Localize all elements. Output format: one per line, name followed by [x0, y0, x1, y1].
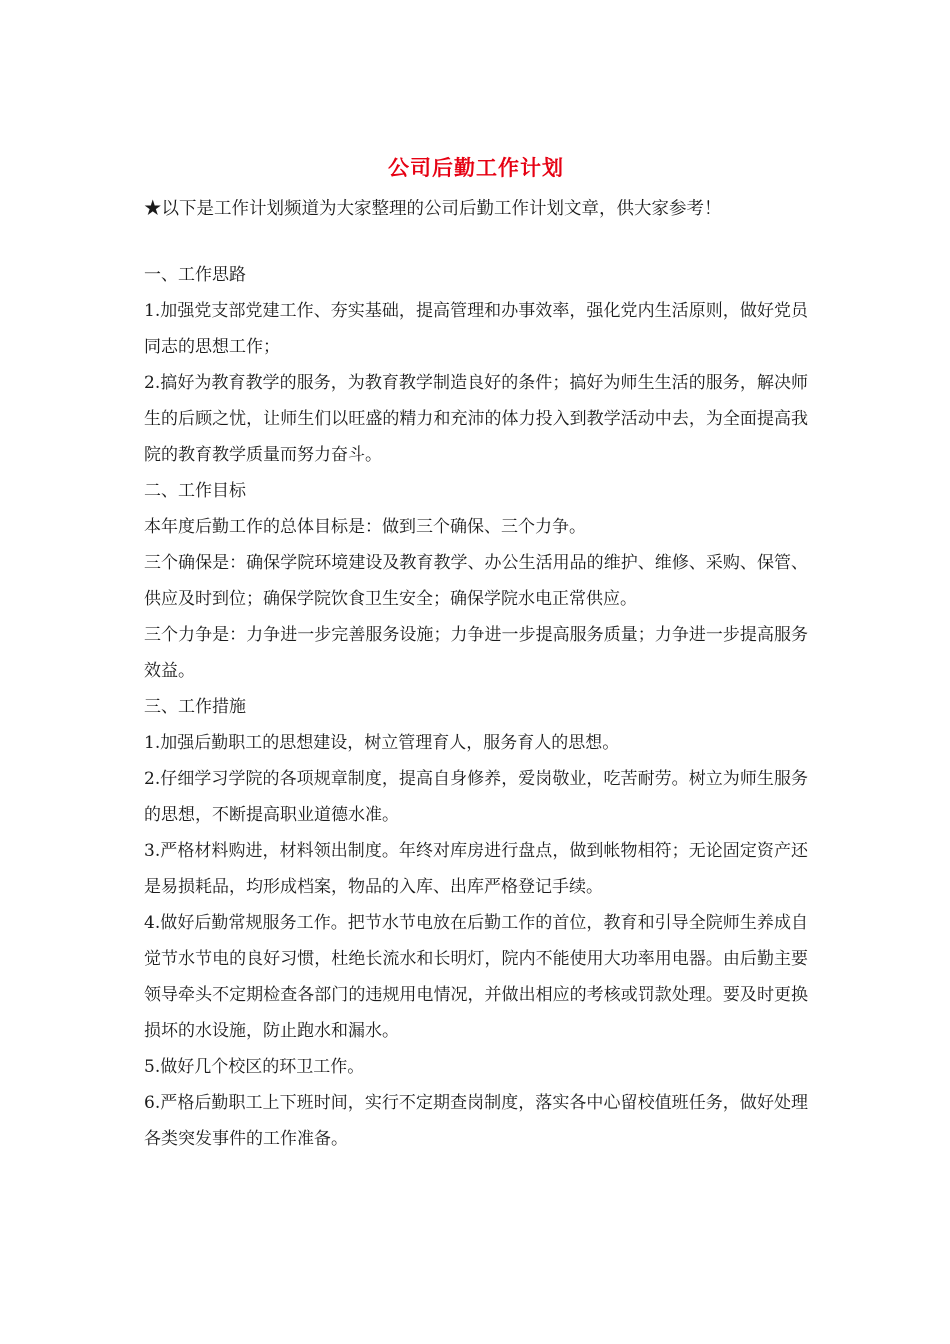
paragraph: 3.严格材料购进，材料领出制度。年终对库房进行盘点，做到帐物相符；无论固定资产还是易损耗品，均形成档案，物品的入库、出库严格登记手续。: [144, 841, 808, 897]
paragraph: 4.做好后勤常规服务工作。把节水节电放在后勤工作的首位，教育和引导全院师生养成自觉节水节电的良好习惯，杜绝长流水和长明灯，院内不能使用大功率用电器。由后勤主要领导牵头不定期检查各部门的违规用电情况，并做出相应的考核或罚款处理。要及时更换损坏的水设施，防止跑水和漏水。: [144, 913, 808, 1041]
paragraph: 本年度后勤工作的总体目标是：做到三个确保、三个力争。: [144, 517, 586, 537]
paragraph: 1.加强党支部党建工作、夯实基础，提高管理和办事效率，强化党内生活原则，做好党员同志的思想工作；: [144, 301, 808, 357]
paragraph: 1.加强后勤职工的思想建设，树立管理育人，服务育人的思想。: [144, 733, 620, 753]
section-heading-1: 一、工作思路: [144, 265, 246, 285]
document-title: 公司后勤工作计划: [388, 155, 564, 180]
spacer: [144, 227, 808, 257]
paragraph: 5.做好几个校区的环卫工作。: [144, 1057, 365, 1077]
paragraph: 6.严格后勤职工上下班时间，实行不定期查岗制度，落实各中心留校值班任务，做好处理各类突发事件的工作准备。: [144, 1093, 808, 1149]
section-heading-2: 二、工作目标: [144, 481, 246, 501]
paragraph: 三个力争是：力争进一步完善服务设施；力争进一步提高服务质量；力争进一步提高服务效益。: [144, 625, 808, 681]
document-body: [144, 257, 808, 1157]
paragraph: 2.仔细学习学院的各项规章制度，提高自身修养，爱岗敬业，吃苦耐劳。树立为师生服务的思想，不断提高职业道德水准。: [144, 769, 808, 825]
document-page: [144, 148, 808, 1157]
section-heading-3: 三、工作措施: [144, 697, 246, 717]
paragraph: 2.搞好为教育教学的服务，为教育教学制造良好的条件；搞好为师生生活的服务，解决师生的后顾之忧，让师生们以旺盛的精力和充沛的体力投入到教学活动中去，为全面提高我院的教育教学质量而努力奋斗。: [144, 373, 808, 465]
paragraph: 三个确保是：确保学院环境建设及教育教学、办公生活用品的维护、维修、采购、保管、供应及时到位；确保学院饮食卫生安全；确保学院水电正常供应。: [144, 553, 808, 609]
intro-text: ★以下是工作计划频道为大家整理的公司后勤工作计划文章，供大家参考！: [144, 199, 722, 219]
